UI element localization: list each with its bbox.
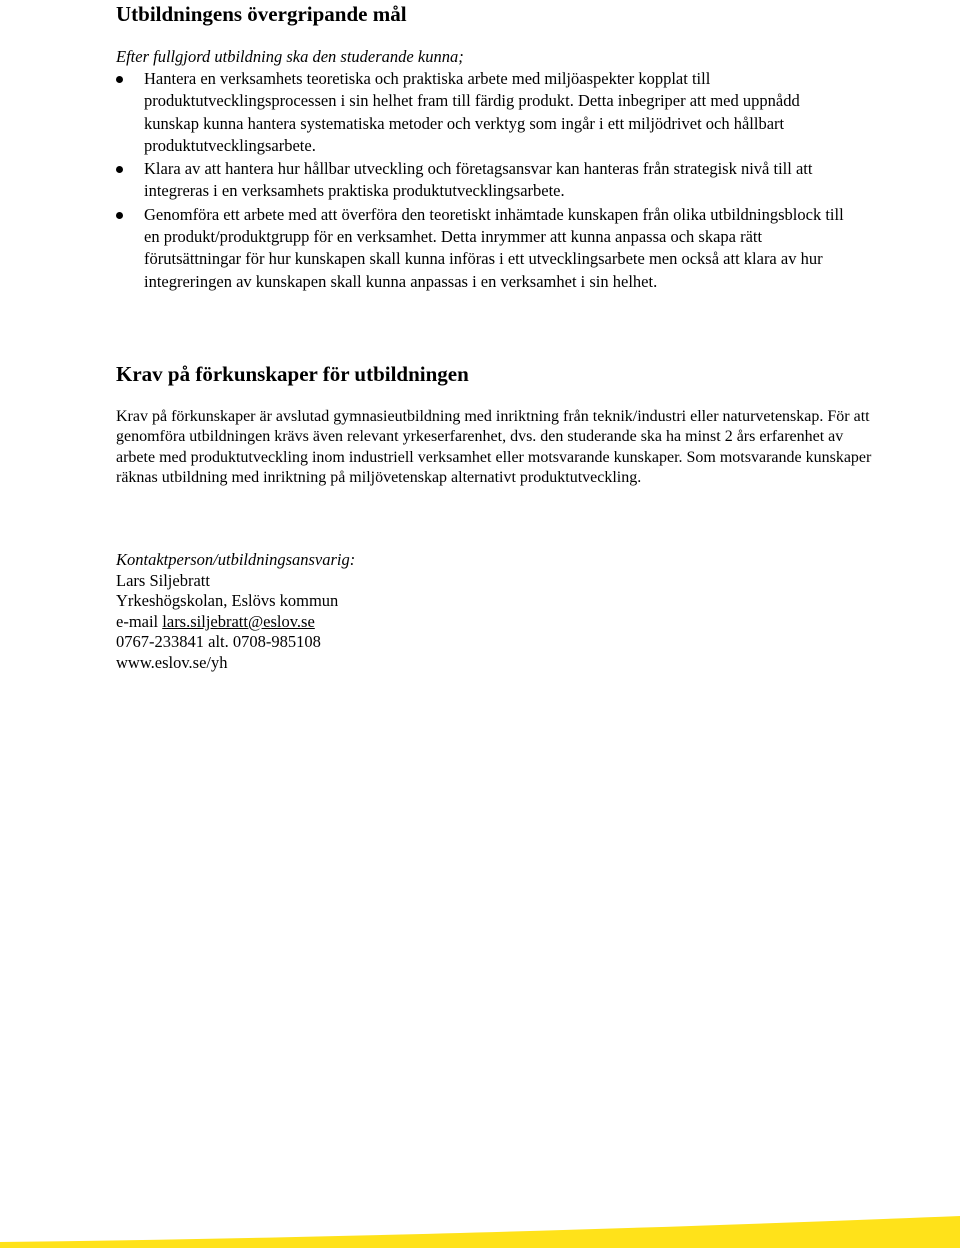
list-item-text: Genomföra ett arbete med att överföra den teoretiskt inhämtade kunskapen från olika utbildningsblock till en produkt/produktgrupp för en verksamhet. Detta inrymmer att kunna anpassa och skapa rätt förutsättningar för hur kunskapen skall kunna införas i ett utvecklingsarbete men också att klara av hur integreringen av kunskapen skall kunna anpassas i en verksamhet i sin helhet. (144, 204, 844, 291)
list-item (116, 68, 851, 157)
requirements-text: Krav på förkunskaper är avslutad gymnasieutbildning med inriktning från teknik/industri eller naturvetenskap. För att genomföra utbildningen krävs även relevant yrkeserfarenhet, dvs. den studerande ska ha minst 2 års erfarenhet av arbete med produktutveckling inom industriell verksamhet eller motsvarande kunskaper. Som motsvarande kunskaper räknas utbildning med inriktning på miljövetenskap alternativt produktutveckling. (116, 408, 872, 487)
list-item-text: Klara av att hantera hur hållbar utveckling och företagsansvar kan hanteras från strategisk nivå till att integreras i en verksamhets praktiska produktutvecklingsarbete. (144, 159, 813, 201)
contact-website: www.eslov.se/yh (116, 652, 228, 672)
contact-name: Lars Siljebratt (116, 570, 210, 590)
list-item-text: Hantera en verksamhets teoretiska och praktiska arbete med miljöaspekter kopplat till produktutvecklingsprocessen i sin helhet fram till färdig produkt. Detta inbegriper att med uppnådd kunskap kunna hantera systematiska metoder och verktyg som ingår i ett miljödrivet och hållbart produktutvecklingsarbete. (144, 69, 800, 155)
contact-label: Kontaktperson/utbildningsansvarig: (116, 550, 356, 569)
goals-list (116, 68, 851, 294)
goals-heading: Utbildningens övergripande mål (116, 2, 407, 26)
bullet-icon (116, 212, 123, 219)
requirements-heading: Krav på förkunskaper för utbildningen (116, 362, 469, 386)
contact-email-line (116, 612, 355, 633)
list-item (116, 204, 851, 293)
email-prefix: e-mail (116, 611, 163, 631)
bullet-icon (116, 76, 123, 83)
bullet-icon (116, 166, 123, 173)
list-item (116, 158, 851, 203)
footer-swoosh (0, 1208, 960, 1248)
goals-intro: Efter fullgjord utbildning ska den studerande kunna; (116, 47, 464, 66)
contact-phone: 0767-233841 alt. 0708-985108 (116, 632, 321, 652)
email-link[interactable]: lars.siljebratt@eslov.se (162, 611, 315, 631)
contact-organization: Yrkeshögskolan, Eslövs kommun (116, 591, 339, 611)
contact-block (116, 550, 355, 674)
